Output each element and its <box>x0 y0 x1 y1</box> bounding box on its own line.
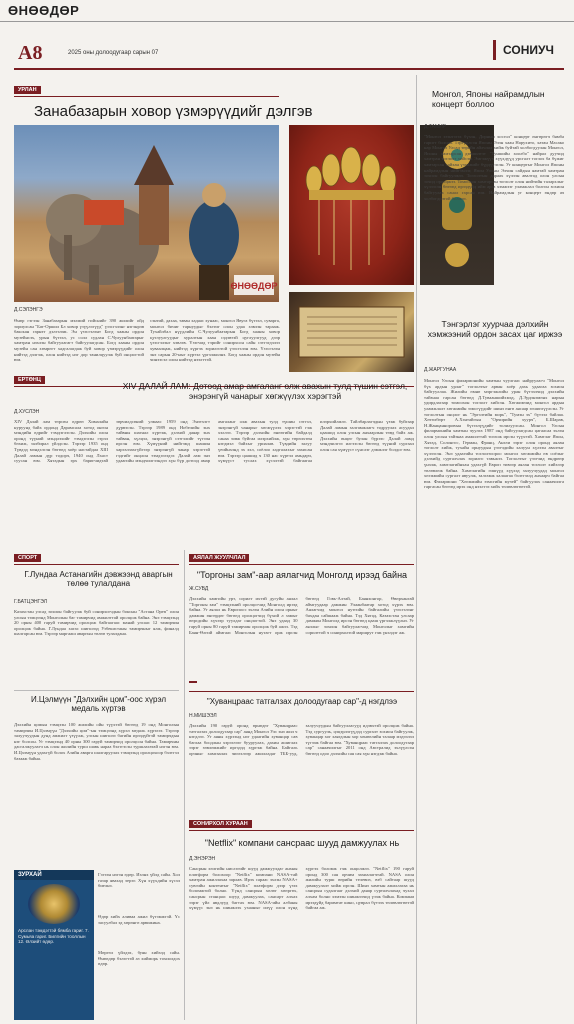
column-divider <box>184 550 185 1020</box>
section-rule <box>14 96 279 97</box>
orchestra-headline: Тэнгэрлэг хуурчаа дэлхийн хэмжээний ордон засах цаг иржээ <box>427 319 563 339</box>
netflix-byline: Д.ЭНЭРЭН <box>189 856 216 862</box>
dalai-byline: Д.ХУСЛЭН <box>14 409 40 415</box>
section-title: СОНИУЧ <box>493 40 563 60</box>
sport1-body-text: Казахстан улсад зохион байгуулж буй сонирхогчдын боксын "Астана Open" олон улсын тэмцээнд Монголын баг тамирчид амжилттай оролцож байна. Энэ тэмцээнд 20 орны 400 гаруй тамирчид оролцож байгаагаас манай улсаас 12 тамирчин оролцож байна. Г.Лундаа хагас шигшээд Узбекистаны тамирчныг ялж, финалд шалгарсан юм. Тэрээр маргааш аваргын төлөө тулалдана. <box>14 609 179 637</box>
section-tag-sport: СПОРТ <box>14 554 41 562</box>
section-tag-ertunts: ЕРТӨНЦ <box>14 376 45 384</box>
travel-headline: "Торгоны зам"-аар аялагчид Монголд ирээд байна <box>196 570 408 580</box>
main-body-text-1: Өнөр гэгээн Занабазарын мэлмий гийснийг 390 жилийг ойд зориулсан "Бат-Оршил Бл ховор үзүүлэгүүд" үзэсгэлэнг нэгэнрэв бакскан гарнэт дэлгэлэж. Эн үзэсгэлэнт Богд хааны ордон музейнсэх, урын бүтээл, ус солл судлан С.Чулуунбаатарыг хамтран нэхлэн байгуулагагт байгуулагдсан. Богд хааны ордон музейн сан хөмрөгт хадгалагдаж буй ховор үзмэрүүдийг олон нийтэд дэлгэж, олон нийтэд нэг дор танилцуулж буй онцлогтой юм. <box>14 318 144 363</box>
section-rule <box>189 691 414 692</box>
main-byline: Д.СЭЛЭНГЭ <box>14 307 43 313</box>
header-divider <box>14 68 564 70</box>
horoscope-text-2: Өдөр хийх аливаа ажил бүтэмжтэй. Үс засуулбал эд хөрөнгө арвижина. <box>98 914 180 925</box>
headdress-image <box>289 125 414 285</box>
elephant-painting-image <box>14 125 279 302</box>
dalai-body-text: XIV Далай лам төрсөн өдрөө Хималайн нуруунд байх ордонд Дарамсала хотод онгон мэндийн өдрийг тэмдэглэсэн. Дэлхийн олон оронд түүний мэндлэхийг тэмдэглэн гэрэл бөхиж, залбирал үйлдсэн. Тэрээр 1935 онд Түвдэд мэндэлсэн бөгөөд хоёр настайдаа XIII Далай ламын дүр тодорч, 1940 онд Лхаст суусан юм. Хятадын эрх баригчидтай зөрчилдсөний улмаас 1959 онд Энэтхэгт дүрвэсэн. Тэрээр 1989 онд Нобелийн энх тайвны шагнал хүртэж, дэлхий даяар энх тайван, хүлцэл, энэрэнгүй сэтгэлийг түгээн ирсэн юм. Хүмүүний нийгэмд шашин харгалзахгүйгээр энэрэнгүй чанар хэрэгтэй гэдгийг онцлон тэмдэглэдэг. Далай лам энэ удаагийн мэндчилгээндээ хүн бүр дотоод амар амгаланг олж авахын тулд түшин сэтгэл, энэрэнгүй чанарыг хөгжүүлэх хэрэгтэй гэж хэллээ. Тэрээр дэлхийн өнөөгийн байдалд санаа зовж буйгаа илэрхийлж, хүн төрөлхтөн нэгдмэл байхыг уриалав. Түвдийн залуу үеийнхэнд эх хэл, соёлоо хадгалахыг захисан юм. Тэрээр цаашид ч 130 нас хүртэл амьдарч, хүмүүст туслах хүсэлтэй байгаагаа илэрхийлжээ. Тайлбарлагчдын үзэж буйгаар Далай ламын залгамжлагч тодруулах асуудал цаашид олон улсын анхаарлын төвд байх аж. Дэлхийн өнцөг булан бүрээс Далай ламд мэндчилгээ илгээсэн бөгөөд түүний сургаал олон сая хүмүүст сүнслэг дэмжлэг болдог юм. <box>14 419 414 464</box>
concert-byline: Д.ТАМИР <box>424 124 447 130</box>
orchestra-byline: Д.ЖАРГУНАА <box>424 367 457 373</box>
newspaper-logo: ӨНӨӨДӨР <box>8 3 80 18</box>
masthead <box>0 0 574 22</box>
horoscope-day: Арслан тэмдэгтэй бямба гариг. 7. Сумьяа гариг. Билгийн тооллын 12. Өлзийт өдөр. <box>18 928 89 945</box>
horoscope-text-1: Гэгээн нэгэн өдөр. Ихэнх үйлд сайн. Хол газар явахад эерэг. Хүн хүүхдийн хүсэл биелнэ. <box>98 872 180 889</box>
sport1-headline: Г.Лундаа Астанагийн дэвжээнд аваргын төлөө тулалдана <box>24 570 173 589</box>
main-headline: Занабазарын ховор үзмэрүүдийг дэлгэв <box>34 103 313 120</box>
travel-byline: Ж.СУВД <box>189 586 209 592</box>
orchestra-body-text: Монгол Улсын филармонийн хамтын чуулгаас найруулагч "Монгол бүх ардын урлаг" тоглолтыг арван хоёр дахь удаагаа зохион байгууллаа. Жилийн өмнө мэргэжлийн уран бүтээлчид дэлхийн тайзнаа гарсан бөгөөд Д.Тувааншийхмэд, Д.Эрдэнэмөнх нарын удирдлагаар томоохон тоглолт хийсэн. Хөгжимчид монгол ардын уламжлалт хөгжмийн зэмсгүүдийг шинэ өнгө аясаар эгшиглүүлсэн. Уг тоглолтын онцлог нь "Эргэлтийн морь", "Тумэн эх" бүтээл байлаа. Хөтөлбөрт А.Хэнтайгын "Орчирийн хуурч", Б.Шарав, Н.Жанцанноровын бүтээлүүдийг толилуулсан. Монгол Улсын филармонийн хамтын чуулга 1987 онд байгуулагдсан цагаасаа эхлэн олон улсын тайзнаа амжилттай тоглож ирсэн түүхтэй. Хамтлаг Япон, Хятад, Солонгос, Герман, Франц, Англи зэрэг олон оронд аялан тоглолт хийж, тухайн орнуудын үзэгчдийн халуун хүлээн авалтыг хүлээсэн. Энэ удаагийн тоглолтоороо монгол хөгжмийн өв соёлыг дэлхийд сурталчлах зорилго тавьжээ. Тоглолтыг үзэгчид өндрөөр үнэлж, хамтлагийнхан удахгүй Европ тивээр аялан тоглолт хийхээр төлөвлөж байна. Хамтлагийн гишүүд хүүхэд залуучуудад монгол хөгжмийн сургалт явуулж, залгамж халаагаа бэлтгэхэд анхаарч байгаа юм. Филармони "Хөгжмийн зэмсгийн музей" байгуулах санаачилга гаргасан бөгөөд ирэх онд нээлтээ хийх төлөвлөгөөтэй. <box>424 378 564 490</box>
page-number: A8 <box>18 42 43 64</box>
horoscope-text-3: Мөргөл үйлдэх, буян хийхэд сайн. Өнөөдөр бэлэгтэй аз хийморь тохиолдох өдөр. <box>98 950 180 967</box>
eco-byline: Н.МИШЭЭЛ <box>189 713 217 719</box>
concert-headline: Монгол, Японы найрамдлын концерт боллоо <box>432 89 545 109</box>
netflix-headline: "Netflix" компани сансраас шууд дамжуулах нь <box>204 838 400 848</box>
horoscope-panel <box>14 870 94 1020</box>
sport1-byline: Г.БАТЦЭНГЭЛ <box>14 599 47 605</box>
sport2-body-text: Дэлхийн цомын тэмцээн 100 жилийн ойн түүхтэй бөгөөд 19 онд Монголын тамирчин И.Цэлмүүн "Дэлхийн цом"-ын тэмцээнд хүрэл медаль хүртлээ. Тэрээр залуучуудын дунд амжилт үзүүлж, улсын шигшээ багийн ирээдүйтэй тамирчдын нэг болсон. Уг тэмцээнд 40 орны 300 гаруй тамирчид оролцсон байна. Тамирчны дасгалжуулагч нь олон жилийн турш шавь нараа бэлтгэсэн туршлагатай нэгэн юм. И.Цэлмүүн удахгүй болох Азийн аварга шалгаруулах тэмцээнд оролцохоор бэлтгэл базааж байна. <box>14 722 179 761</box>
eco-headline: "Хуванцраас татгалзах долоодугаар сар"-д нэгдлээ <box>206 697 398 706</box>
section-tag-eco <box>189 681 197 683</box>
section-tag-sonirkhol: СОНИРХОЛ ХУРААН <box>189 820 252 828</box>
photo-credit: ӨНӨӨДӨР <box>230 281 278 291</box>
section-rule <box>189 564 414 565</box>
section-rule <box>189 830 414 831</box>
column-divider <box>416 75 417 1024</box>
eco-body-text: Дэлхийн 190 гаруй оронд өрнөдөг "Хуванцраас татгалзах долоодугаар сар" аянд Монгол Улс энэ жил ч нэгдлээ. Уг аяны хүрээнд нэг удаагийн хуванцар сав баглаа боодлын хэрэглээг бууруулах, дахин ашиглах зэрэг зөвлөмжийг иргэдэд хүргэж байна. Байгаль орчныг хамгаалах чиглэлээр ажилладаг ТББ-ууд, залуучуудын байгууллагууд идэвхтэй оролцож байна. Тэд сургууль, цэцэрлэгүүдэд сургалт зохион байгуулж, хуванцар хог хаягдлын хор хөнөөлийн талаар мэдээлэл түгээж байгаа юм. "Хуванцраас татгалзах долоодугаар сар" санаачилгыг 2011 онд Австралид эхлүүлсэн бөгөөд одоо дэлхийн сая сая хүн нэгдэж байна. <box>189 723 414 756</box>
dalai-headline: XIV ДАЛАЙ ЛАМ: Дотоод амар амгаланг олж авахын тулд түшин сэтгэл, энэрэнгүй чанарыг хөгжүүлэх хэрэгтэй <box>122 381 408 401</box>
netflix-body-text: Сансрын хөлгийн нислэгийг шууд дамжуулдаг анхны платформ болохоор "Netflix" компани NASA-тай хамтран ажиллахаа зарлав. Ирэх сараас эхлэн NASA+ сувгийн контентыг "Netflix" платформ дээр үзэх боломжтой болно. Үүнд сансрын хөлөг хөөргөх, сансрын станцаас шууд дамжуулах, сансарт алхах зэрэг үйл явдлууд багтах юм. NASA-ийн албаны хүмүүс энэ нь шинжлэх ухааныг илүү олон хүнд хүргэх боломж гэж онцолжээ. "Netflix" 190 гаруй оронд 300 сая орчим захиалагчтай. NASA олон жилийн турш өөрийн телевиз, вэб сайтаар шууд дамжуулалт хийж ирсэн. Шинэ хамтын ажиллагаа нь сансрын судалгааг дэлхий даяар сурталчлахад чухал алхам болно хэмээн шинжээчид үзэж байна. Компани ирээдүйд баримтат кино, цуврал бүтээх төлөвлөгөөтэй байгаа аж. <box>189 866 414 911</box>
travel-body-text: Дэлхийн хамгийн урт, сорилт ихтэй дугуйн аялал "Торгоны зам" тэмцээний оролцогчид Монголд ирээд байна. Уг аялал нь Европоос эхлэн Азийн олон орныг дамжин өнгөрдөг бөгөөд оролцогчид бүхий л замыг өөрсдийн хүчээр туулдаг онцлогтой. Энэ удаад 30 гаруй орны 80 гаруй тамирчин оролцож буй ажээ. Тэд Баян-Өлгий аймгаас Монголын нутагт орж ирсэн бөгөөд Говь-Алтай, Баянхонгор, Өвөрхангай аймгуудаар дамжин Улаанбаатар хотод хүрэх юм. Аялагчид монгол нутгийн байгалийн үзэсгэлэнг бахдан сайшааж байна. Тэд Хятад, Казахстан улсаар дамжин Монголд ирсэн бөгөөд цааш үргэлжлүүлнэ. Уг аяллыг зохион байгуулагчид Монголыг хамгийн сорилттой ч сонирхолтой маршрут гэж үнэлдэг аж. <box>189 596 414 635</box>
sport2-headline: И.Цэлмүүн "Дэлхийн цом"-оос хүрэл медаль хүртэв <box>30 695 167 714</box>
section-tag-travel: АЯЛАЛ ЖУУЛЧЛАЛ <box>189 554 249 562</box>
main-body-text-2: сэнтий, дахаа, таван хадаас хунаас, монгол Явуга бүтээл, суварга, монгол бичиг тарнуудыг бэлтиг олон удаа хэвлэн тарааж. Тухайлбал нүүдлийн С.Чулуунбаатарын Богд хааны ховор цуглуулгуудыг хуралтын хаан сэдэвтэй цуглуулгууд дээр үзэсгэлэнг хэвлэв. Үзэгчид тэрийг сонирхсон сайн сэтгэгдэлээ хуваалцаж, нийтэд хүргэх зорилготой үзэсгэлэн юм. Үзэсгэлэн энэ сарын 20-ныг хүртэл үргэлжилнэ. Богд хааны ордон музейн чинээсэл олон нийтэд нээлттэй. <box>150 318 280 363</box>
sport-divider <box>14 690 179 691</box>
horoscope-title: ЗУРХАЙ <box>14 870 94 880</box>
manuscript-image <box>289 292 414 372</box>
section-rule <box>14 564 179 565</box>
issue-date: 2025 оны долоодугаар сарын 07 <box>68 50 159 56</box>
zodiac-emblem-icon <box>28 884 80 924</box>
concert-body-text: "Монгол эзэнтэгэх бүхэн, Дорнын хосгол" концерт өнгөрөгч бямба гаригт болсон. Тэргүүлсэн Японы Элэн хаан Нарухито, хатан Масако нар Монгол Улсад төрийн айлчлал хийж буйтай холбогдуулан Монгол, Японы хамтарсан дэвшилтэт "Туншийн хоолбо" найрал дуучид хамтран тоглолт хийсэн. Эмгэжүүх хүүхдүүд урсгалт тоглох ба бүжиг хамтарсан сайхан үзэмжийг бүрдүүлсэн. Уг концертыг Монгол Японы найрамдлын нийгэмлэг, Япон Улсын Элчин сайдын яамтай хамтран зохион байгуулжээ. Тоглолтын дараах хүлээн авалтад олон улсын зочид оролцжээ. Томоохон хамтарсан тоглолт олон нийтийн талархлыг хүлээсэн бөгөөд ирээдүйд ийм арга хэмжээг уламжлал болгон зохион байгуулах санал гарсан юм. Найрамдлын уг концерт өндөр ач холбогдолтой болжээ. <box>424 134 564 201</box>
section-tag-urlan: УРЛАН <box>14 86 41 94</box>
